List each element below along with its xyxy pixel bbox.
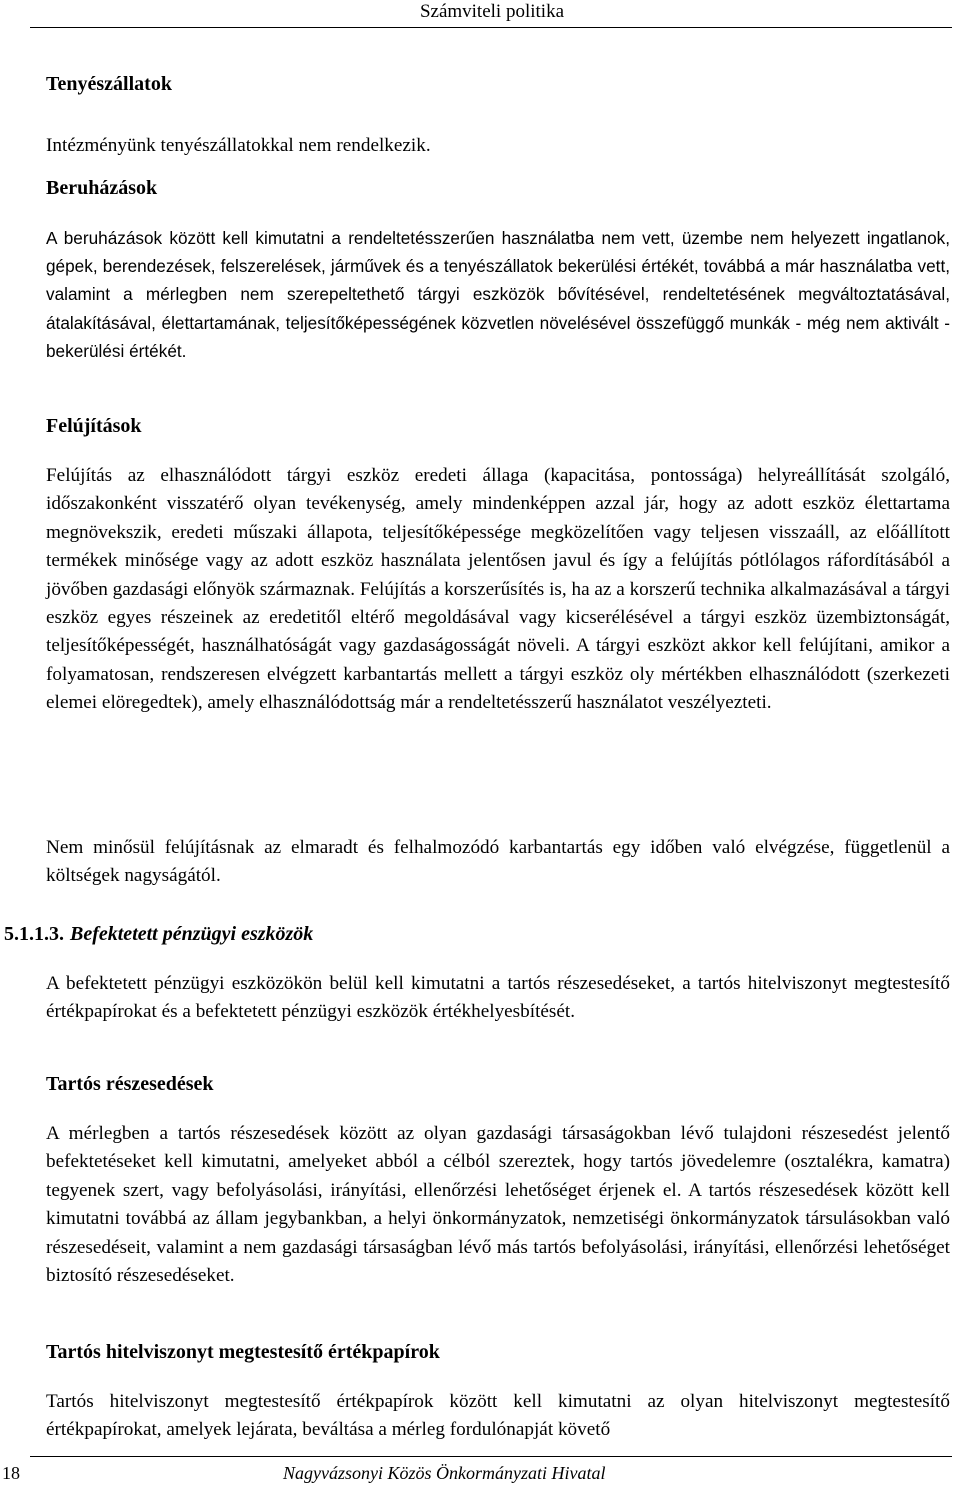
heading-felujitasok: Felújítások xyxy=(46,415,142,437)
section-title: Befektetett pénzügyi eszközök xyxy=(70,923,314,945)
footer-institution: Nagyvázsonyi Közös Önkormányzati Hivatal xyxy=(283,1463,606,1483)
section-number: 5.1.1.3. xyxy=(4,923,64,945)
heading-tenyeszallatok: Tenyészállatok xyxy=(46,73,172,95)
paragraph-tartos-reszesedesek: A mérlegben a tartós részesedések között az olyan gazdasági társaságokban lévő tulajdoni részesedést jelentő befektetéseket kell kimutatni, amelyeket abból a célból szereztek, hogy tartós jövedelemre (osztalékra, kamatra) tegyenek szert, vagy befolyásolási, irányítási, ellenőrzési lehetőséget érjenek el. A tartós részesedések között kell kimutatni továbbá az állam jegybankban, a helyi önkormányzatok, nemzetiségi önkormányzatok társulásokban való részesedéseit, valamint a nem gazdasági társaságban lévő más tartós befolyásolási, irányítási, ellenőrzési lehetőséget biztosító részesedéseket. xyxy=(46,1123,950,1287)
paragraph-felujitasok-2: Nem minősül felújításnak az elmaradt és felhalmozódó karbantartás egy időben való elvégzése, függetlenül a költségek nagyságától. xyxy=(46,837,950,887)
header-title: Számviteli politika xyxy=(419,1,564,22)
footer-rule xyxy=(30,1456,952,1457)
heading-tartos-reszesedesek: Tartós részesedések xyxy=(46,1073,214,1095)
heading-beruhazasok: Beruházások xyxy=(46,177,158,199)
paragraph-tartos-hitelviszony: Tartós hitelviszonyt megtestesítő értékpapírok között kell kimutatni az olyan hitelviszonyt megtestesítő értékpapírokat, amelyek lejárata, beváltása a mérleg fordulónapját követő xyxy=(46,1391,950,1441)
page-number: 18 xyxy=(2,1463,20,1483)
paragraph-felujitasok: Felújítás az elhasználódott tárgyi eszköz eredeti állaga (kapacitása, pontossága) helyreállítását szolgáló, időszakonként visszatérő olyan tevékenység, amely mindenképpen azzal jár, hogy az adott eszköz élettartama megnövekszik, eredeti műszaki állapota, teljesítőképessége megközelítően vagy teljesen visszaáll, az előállított termékek minősége vagy az adott eszköz használata jelentősen javul és így a felújítás pótlólagos ráfordításából a jövőben gazdasági előnyök származnak. Felújítás a korszerűsítés is, ha az a korszerű technika alkalmazásával a tárgyi eszköz egyes részeinek az eredetitől eltérő megoldásával vagy kicserélésével a tárgyi eszköz üzembiztonságát, teljesítőképességét, használhatóságát vagy gazdaságosságát növeli. A tárgyi eszközt akkor kell felújítani, amikor a folyamatosan, rendszeresen elvégzett karbantartás mellett a tárgyi eszköz oly mértékben elhasználódott (szerkezeti elemei elöregedtek), amely elhasználódottság már a rendeltetésszerű használatot veszélyezteti. xyxy=(46,465,950,714)
heading-tartos-hitelviszony: Tartós hitelviszonyt megtestesítő értékpapírok xyxy=(46,1341,440,1363)
paragraph-beruhazasok: A beruházások között kell kimutatni a rendeltetésszerűen használatba nem vett, üzembe nem helyezett ingatlanok, gépek, berendezések, felszerelések, járművek és a tenyészállatok bekerülési értékét, továbbá a már használatba vett, valamint a mérlegben nem szerepeltethető tárgyi eszközök bővítésével, rendeltetésének megváltoztatásával, átalakításával, élettartamának, teljesítőképességének közvetlen növelésével összefüggő munkák - még nem aktivált - bekerülési értékét. xyxy=(46,228,950,361)
header-rule xyxy=(30,27,952,28)
section-heading-befektetett xyxy=(4,922,313,946)
paragraph-befektetett: A befektetett pénzügyi eszközökön belül kell kimutatni a tartós részesedéseket, a tartós hitelviszonyt megtestesítő értékpapírokat és a befektetett pénzügyi eszközök értékhelyesbítését. xyxy=(46,973,950,1023)
paragraph-tenyeszallatok: Intézményünk tenyészállatokkal nem rendelkezik. xyxy=(46,135,431,156)
